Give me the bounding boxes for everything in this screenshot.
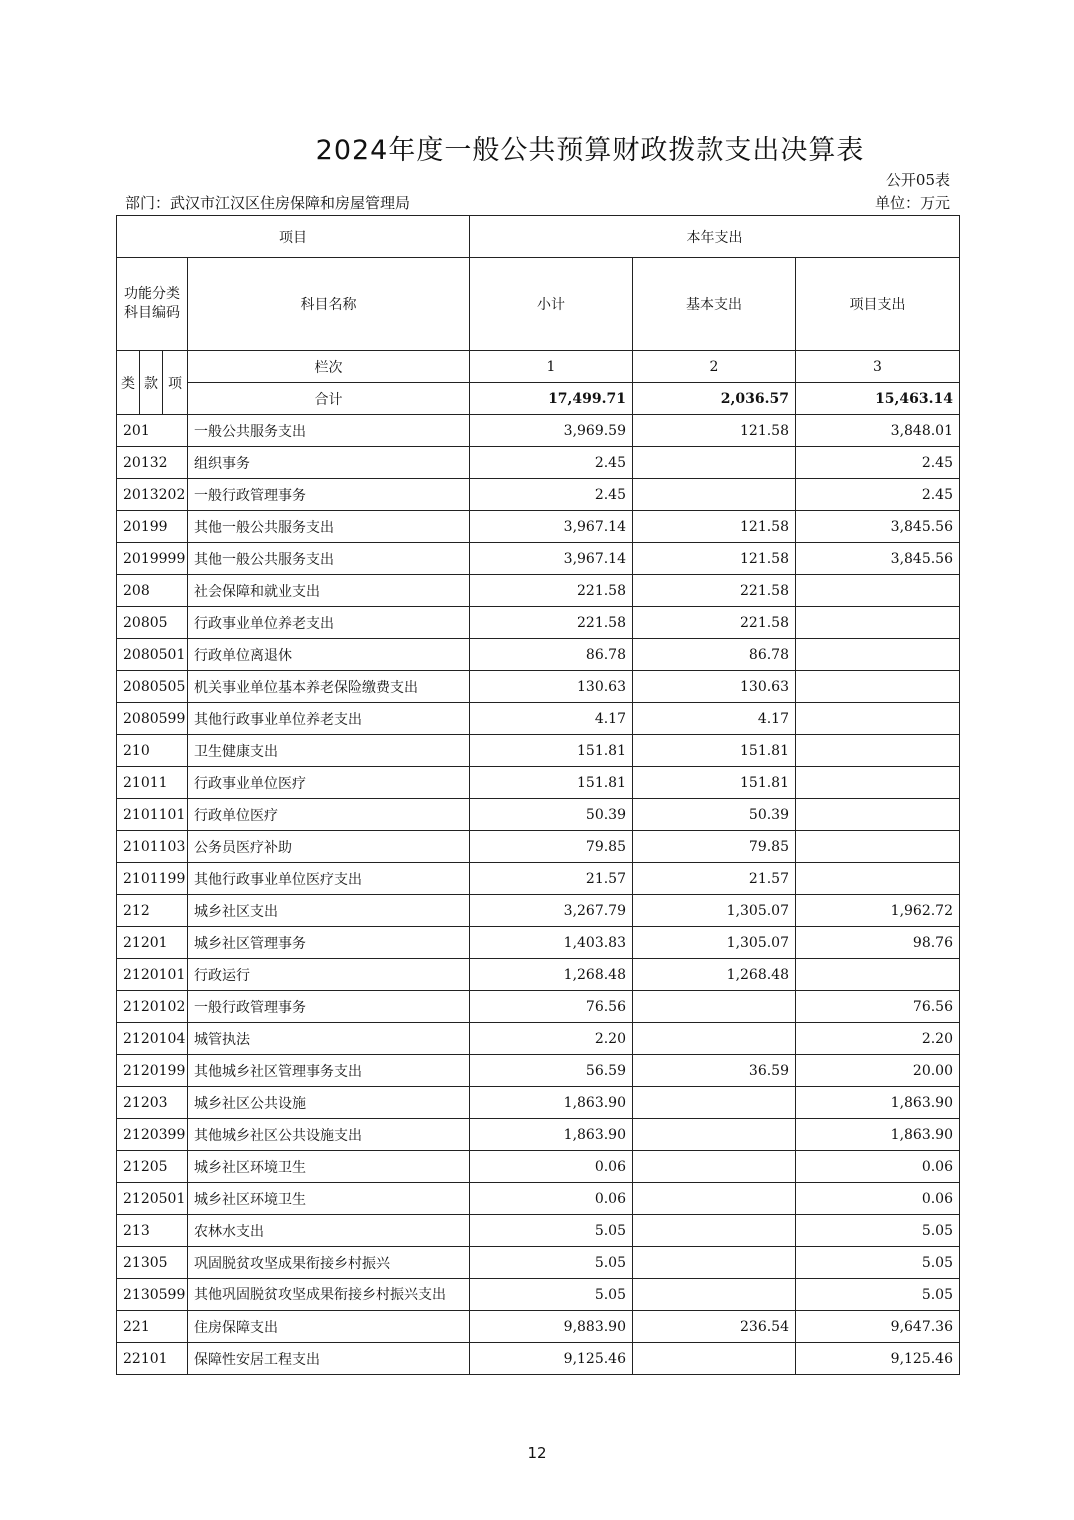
row-subtotal: 86.78 <box>470 639 633 671</box>
table-row <box>117 639 960 671</box>
row-code: 2080501 <box>117 639 188 671</box>
row-name: 行政运行 <box>188 959 470 991</box>
header-item: 项目 <box>117 216 470 258</box>
row-project: 76.56 <box>796 991 960 1023</box>
row-name: 行政事业单位养老支出 <box>188 607 470 639</box>
row-name: 城乡社区环境卫生 <box>188 1183 470 1215</box>
header-lei: 类 <box>117 351 140 415</box>
header-col2: 2 <box>633 351 796 383</box>
row-subtotal: 4.17 <box>470 703 633 735</box>
header-current-year: 本年支出 <box>470 216 960 258</box>
row-code: 21205 <box>117 1151 188 1183</box>
table-row <box>117 767 960 799</box>
row-project <box>796 959 960 991</box>
table-row <box>117 831 960 863</box>
row-subtotal: 5.05 <box>470 1247 633 1279</box>
table-row <box>117 1119 960 1151</box>
row-basic <box>633 1151 796 1183</box>
row-project: 9,125.46 <box>796 1343 960 1375</box>
row-name: 卫生健康支出 <box>188 735 470 767</box>
row-code: 213 <box>117 1215 188 1247</box>
page-number: 12 <box>527 1444 547 1462</box>
row-basic: 121.58 <box>633 543 796 575</box>
row-basic <box>633 1087 796 1119</box>
header-basic: 基本支出 <box>633 258 796 351</box>
row-basic: 221.58 <box>633 575 796 607</box>
row-name: 一般行政管理事务 <box>188 479 470 511</box>
header-row-2 <box>117 258 960 351</box>
row-name: 城乡社区公共设施 <box>188 1087 470 1119</box>
row-project <box>796 831 960 863</box>
row-code: 21201 <box>117 927 188 959</box>
row-name: 城乡社区支出 <box>188 895 470 927</box>
row-code: 20805 <box>117 607 188 639</box>
row-name: 公务员医疗补助 <box>188 831 470 863</box>
row-basic <box>633 1023 796 1055</box>
form-number: 公开05表 <box>885 171 950 189</box>
row-project <box>796 767 960 799</box>
header-subtotal: 小计 <box>470 258 633 351</box>
row-subtotal: 151.81 <box>470 767 633 799</box>
row-code: 2120102 <box>117 991 188 1023</box>
row-code: 208 <box>117 575 188 607</box>
row-subtotal: 221.58 <box>470 575 633 607</box>
header-xiang: 项 <box>163 351 188 415</box>
header-row-1 <box>117 216 960 258</box>
row-subtotal: 2.20 <box>470 1023 633 1055</box>
row-code: 2101199 <box>117 863 188 895</box>
row-basic: 236.54 <box>633 1311 796 1343</box>
header-col3: 3 <box>796 351 960 383</box>
row-basic <box>633 1247 796 1279</box>
table-row <box>117 927 960 959</box>
row-name: 组织事务 <box>188 447 470 479</box>
row-code: 22101 <box>117 1343 188 1375</box>
row-subtotal: 0.06 <box>470 1183 633 1215</box>
row-code: 2120501 <box>117 1183 188 1215</box>
row-project <box>796 735 960 767</box>
row-basic <box>633 991 796 1023</box>
row-name: 巩固脱贫攻坚成果衔接乡村振兴 <box>188 1247 470 1279</box>
row-subtotal: 3,969.59 <box>470 415 633 447</box>
row-subtotal: 130.63 <box>470 671 633 703</box>
row-code: 2019999 <box>117 543 188 575</box>
budget-table <box>116 215 960 1375</box>
row-project <box>796 863 960 895</box>
header-kuan: 款 <box>140 351 163 415</box>
row-name: 城乡社区环境卫生 <box>188 1151 470 1183</box>
row-code: 2101101 <box>117 799 188 831</box>
row-project: 5.05 <box>796 1279 960 1311</box>
row-subtotal: 9,125.46 <box>470 1343 633 1375</box>
row-basic: 1,268.48 <box>633 959 796 991</box>
table-row <box>117 1151 960 1183</box>
table-row <box>117 1247 960 1279</box>
row-project <box>796 607 960 639</box>
table-row <box>117 671 960 703</box>
row-code: 221 <box>117 1311 188 1343</box>
row-name: 行政事业单位医疗 <box>188 767 470 799</box>
header-project: 项目支出 <box>796 258 960 351</box>
row-project: 0.06 <box>796 1151 960 1183</box>
row-basic: 1,305.07 <box>633 895 796 927</box>
row-subtotal: 3,967.14 <box>470 543 633 575</box>
row-subtotal: 0.06 <box>470 1151 633 1183</box>
table-row <box>117 415 960 447</box>
row-basic: 221.58 <box>633 607 796 639</box>
row-code: 20132 <box>117 447 188 479</box>
row-project: 3,848.01 <box>796 415 960 447</box>
total-project: 15,463.14 <box>796 383 960 415</box>
row-code: 21203 <box>117 1087 188 1119</box>
row-project <box>796 799 960 831</box>
row-code: 2120199 <box>117 1055 188 1087</box>
row-name: 机关事业单位基本养老保险缴费支出 <box>188 671 470 703</box>
row-name: 其他行政事业单位医疗支出 <box>188 863 470 895</box>
row-code: 2080505 <box>117 671 188 703</box>
row-project: 2.20 <box>796 1023 960 1055</box>
row-code: 2101103 <box>117 831 188 863</box>
row-basic: 1,305.07 <box>633 927 796 959</box>
table-row <box>117 735 960 767</box>
total-subtotal: 17,499.71 <box>470 383 633 415</box>
table-row <box>117 1343 960 1375</box>
row-name: 一般行政管理事务 <box>188 991 470 1023</box>
unit-label: 单位：万元 <box>874 194 950 212</box>
row-subtotal: 221.58 <box>470 607 633 639</box>
row-basic: 151.81 <box>633 767 796 799</box>
row-subtotal: 3,967.14 <box>470 511 633 543</box>
total-row <box>117 383 960 415</box>
row-subtotal: 50.39 <box>470 799 633 831</box>
table-row <box>117 863 960 895</box>
total-label: 合计 <box>188 383 470 415</box>
table-row <box>117 991 960 1023</box>
table-row <box>117 1215 960 1247</box>
row-project: 3,845.56 <box>796 543 960 575</box>
row-basic <box>633 1343 796 1375</box>
row-project: 9,647.36 <box>796 1311 960 1343</box>
row-project: 1,863.90 <box>796 1087 960 1119</box>
row-subtotal: 5.05 <box>470 1279 633 1311</box>
table-row <box>117 607 960 639</box>
header-column-order: 栏次 <box>188 351 470 383</box>
row-basic <box>633 479 796 511</box>
row-code: 201 <box>117 415 188 447</box>
table-row <box>117 703 960 735</box>
row-subtotal: 9,883.90 <box>470 1311 633 1343</box>
row-name: 其他巩固脱贫攻坚成果衔接乡村振兴支出 <box>188 1279 470 1311</box>
row-project <box>796 639 960 671</box>
row-basic: 151.81 <box>633 735 796 767</box>
table-row <box>117 1023 960 1055</box>
table-row <box>117 959 960 991</box>
row-code: 21011 <box>117 767 188 799</box>
row-code: 21305 <box>117 1247 188 1279</box>
row-subtotal: 79.85 <box>470 831 633 863</box>
row-project: 2.45 <box>796 479 960 511</box>
row-name: 其他一般公共服务支出 <box>188 543 470 575</box>
row-subtotal: 56.59 <box>470 1055 633 1087</box>
row-subtotal: 5.05 <box>470 1215 633 1247</box>
row-basic: 121.58 <box>633 415 796 447</box>
table-row <box>117 1311 960 1343</box>
row-basic: 130.63 <box>633 671 796 703</box>
row-name: 社会保障和就业支出 <box>188 575 470 607</box>
row-project: 5.05 <box>796 1215 960 1247</box>
row-subtotal: 1,268.48 <box>470 959 633 991</box>
row-basic: 36.59 <box>633 1055 796 1087</box>
row-project: 2.45 <box>796 447 960 479</box>
header-func-code: 功能分类科目编码 <box>117 258 188 351</box>
row-subtotal: 76.56 <box>470 991 633 1023</box>
row-subtotal: 1,403.83 <box>470 927 633 959</box>
row-project: 1,962.72 <box>796 895 960 927</box>
table-row <box>117 1055 960 1087</box>
row-code: 2013202 <box>117 479 188 511</box>
total-basic: 2,036.57 <box>633 383 796 415</box>
row-code: 212 <box>117 895 188 927</box>
row-subtotal: 2.45 <box>470 479 633 511</box>
row-name: 行政单位医疗 <box>188 799 470 831</box>
row-basic <box>633 1183 796 1215</box>
table-row <box>117 1279 960 1311</box>
row-name: 其他行政事业单位养老支出 <box>188 703 470 735</box>
row-basic: 21.57 <box>633 863 796 895</box>
row-code: 210 <box>117 735 188 767</box>
table-row <box>117 1183 960 1215</box>
row-project: 0.06 <box>796 1183 960 1215</box>
row-basic <box>633 1215 796 1247</box>
table-row <box>117 575 960 607</box>
row-project: 1,863.90 <box>796 1119 960 1151</box>
row-name: 农林水支出 <box>188 1215 470 1247</box>
department-label: 部门：武汉市江汉区住房保障和房屋管理局 <box>125 194 411 212</box>
table-row <box>117 1087 960 1119</box>
row-project: 98.76 <box>796 927 960 959</box>
row-name: 城管执法 <box>188 1023 470 1055</box>
row-project <box>796 575 960 607</box>
row-project: 5.05 <box>796 1247 960 1279</box>
row-name: 其他一般公共服务支出 <box>188 511 470 543</box>
row-code: 2080599 <box>117 703 188 735</box>
row-code: 20199 <box>117 511 188 543</box>
row-subtotal: 1,863.90 <box>470 1087 633 1119</box>
row-name: 一般公共服务支出 <box>188 415 470 447</box>
page-title: 2024年度一般公共预算财政拨款支出决算表 <box>315 135 865 166</box>
row-subtotal: 2.45 <box>470 447 633 479</box>
row-name: 城乡社区管理事务 <box>188 927 470 959</box>
row-subtotal: 3,267.79 <box>470 895 633 927</box>
row-basic: 121.58 <box>633 511 796 543</box>
table-row <box>117 543 960 575</box>
row-subtotal: 1,863.90 <box>470 1119 633 1151</box>
row-name: 住房保障支出 <box>188 1311 470 1343</box>
row-project: 20.00 <box>796 1055 960 1087</box>
row-basic <box>633 1119 796 1151</box>
row-subtotal: 21.57 <box>470 863 633 895</box>
row-project <box>796 671 960 703</box>
table-row <box>117 895 960 927</box>
row-project: 3,845.56 <box>796 511 960 543</box>
row-basic <box>633 447 796 479</box>
row-subtotal: 151.81 <box>470 735 633 767</box>
row-code: 2120101 <box>117 959 188 991</box>
row-basic: 86.78 <box>633 639 796 671</box>
row-basic <box>633 1279 796 1311</box>
row-name: 行政单位离退休 <box>188 639 470 671</box>
table-row <box>117 479 960 511</box>
header-subject-name: 科目名称 <box>188 258 470 351</box>
row-code: 2130599 <box>117 1279 188 1311</box>
row-basic: 50.39 <box>633 799 796 831</box>
row-name: 其他城乡社区管理事务支出 <box>188 1055 470 1087</box>
row-project <box>796 703 960 735</box>
row-code: 2120399 <box>117 1119 188 1151</box>
row-basic: 79.85 <box>633 831 796 863</box>
row-name: 保障性安居工程支出 <box>188 1343 470 1375</box>
column-order-row <box>117 351 960 383</box>
row-basic: 4.17 <box>633 703 796 735</box>
row-code: 2120104 <box>117 1023 188 1055</box>
table-row <box>117 799 960 831</box>
row-name: 其他城乡社区公共设施支出 <box>188 1119 470 1151</box>
table-row <box>117 511 960 543</box>
header-col1: 1 <box>470 351 633 383</box>
table-row <box>117 447 960 479</box>
